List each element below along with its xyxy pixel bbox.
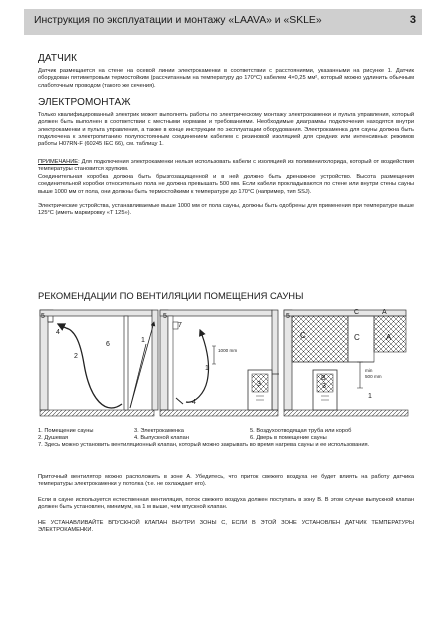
diagram3-label-3: 3: [322, 383, 326, 390]
diagram1-label-2: 2: [74, 353, 78, 360]
diagram1-floor: [40, 410, 154, 416]
diagram2-label-7: 7: [178, 322, 182, 329]
page-header: [24, 9, 422, 35]
installation-heading: ЭЛЕКТРОМОНТАЖ: [38, 97, 131, 108]
diagram1-label-6: 6: [106, 341, 110, 348]
diagram-3: [284, 309, 408, 416]
diagram3-zone-c-label: C: [354, 333, 360, 342]
diagram1-ceiling: [40, 310, 152, 316]
diagram1-label-1: 1: [141, 337, 145, 344]
legend-item-1: 1. Помещение сауны: [38, 428, 94, 434]
diagram2-label-4: 4: [192, 399, 196, 406]
diagram2-dimension-1000: 1000 mm: [218, 348, 238, 353]
diagram1-partition: [124, 316, 128, 410]
diagram1-exhaust-arrow: [58, 324, 66, 328]
diagram3-zone-b-label: B: [321, 375, 326, 382]
legend-item-6: 6. Дверь в помещение сауны: [250, 435, 327, 442]
diagram3-label-1: 1: [368, 393, 372, 400]
page-number: 3: [409, 14, 416, 26]
diagram1-label-5: 5: [41, 313, 45, 320]
diagram-2: [160, 310, 279, 416]
sensor-heading: ДАТЧИК: [38, 53, 78, 64]
legend-item-2: 2. Душевая: [38, 435, 69, 442]
diagram3-left-wall: [284, 310, 292, 410]
diagram3-ceiling: [284, 310, 406, 316]
diagram2-right-wall: [272, 310, 278, 410]
diagram3-zone-a-label: A: [386, 333, 392, 342]
diagram2-floor: [160, 410, 278, 416]
ventilation-heading: РЕКОМЕНДАЦИИ ПО ВЕНТИЛЯЦИИ ПОМЕЩЕНИЯ САУНЫ: [38, 290, 304, 301]
ventilation-supply-fan-text: Приточный вентилятор можно расположить в зоне А. Убедитесь, что приток свежего воздуха не будет влиять на работу датчика температуры электрокаменки у потолка (т.е. не охлаждает его).: [38, 474, 414, 488]
ventilation-diagram: [36, 304, 412, 422]
installation-note: [38, 159, 414, 174]
legend-item-3: 3. Электрокаменка: [134, 428, 184, 434]
diagram2-duct: [168, 316, 173, 410]
diagram1-airflow-line: [66, 328, 122, 408]
diagram2-left-wall: [160, 310, 168, 410]
legend-item-7: 7. Здесь можно установить вентиляционный клапан, который можно закрывать во время нагрева сауны и ее использования.: [38, 442, 370, 449]
diagram3-zone-c-left-label: C: [300, 331, 306, 340]
note-text: : Для подключения электрокаменки нельзя использовать кабели с изоляцией из поливинилхлорида, который от воздействия температуры становится хрупким.: [38, 159, 414, 173]
diagram3-label-5: 5: [286, 313, 290, 320]
ventilation-natural-text: Если в сауне используется естественная вентиляция, поток свежего воздуха должен поступать в зону В. В этом случае выпускной клапан должен быть установлен, минимум, на 1 м выше, чем впускной клапан.: [38, 497, 414, 511]
page-header-title: Инструкция по эксплуатации и монтажу «LAAVA» и «SKLE»: [34, 15, 322, 26]
ventilation-warning-text: НЕ УСТАНАВЛИВАЙТЕ ВПУСКНОЙ КЛАПАН ВНУТРИ ЗОНЫ С, ЕСЛИ В ЭТОЙ ЗОНЕ УСТАНОВЛЕН ДАТЧИК ТЕМПЕРАТУРЫ ЭЛЕКТРОКАМЕНКИ.: [38, 520, 414, 534]
diagram3-dimension-min: min: [365, 368, 373, 373]
diagram2-label-3: 3: [257, 381, 261, 388]
diagram3-zone-c: [348, 316, 374, 362]
diagram-1: [40, 310, 158, 416]
note-label: ПРИМЕЧАНИЕ: [38, 159, 79, 165]
diagram3-zone-a-top-label: A: [382, 309, 387, 316]
diagram2-ceiling: [160, 310, 272, 316]
diagram1-label-4: 4: [56, 329, 60, 336]
diagram2-label-5: 5: [163, 313, 167, 320]
diagram3-dimension-500: 500 mm: [365, 374, 382, 379]
diagram1-left-wall: [40, 310, 48, 410]
diagram2-label-1: 1: [205, 365, 209, 372]
legend-item-5: 5. Воздухоотводящая труба или короб: [250, 428, 352, 434]
ventilation-legend: [38, 428, 418, 450]
installation-junction-box-text: Соединительная коробка должна быть брызгозащищенной и в ней должно быть дренажное устройство. Высота размещения соединительной коробки относительно пола не должна превышать 500 мм. Если кабели прокладываются по стене или внутри стены сауны выше 1000 мм от пола, они должны быть термостойкими к температуре до 170°С (например, тип SSJ).: [38, 174, 414, 195]
sensor-text: Датчик размещается на стене на осевой линии электрокаменки в соответствии с расстояниями, указанными на рисунке 1. Датчик оборудован пятиметровым термостойким (рассчитанным на температуру до 170°С) кабелем 4×0,25 мм², который можно удлинить обычным слаботочным проводом (такого же сечения).: [38, 68, 414, 89]
installation-devices-text: Электрические устройства, устанавливаемые выше 1000 мм от пола сауны, должны быть одобрены для применения при температуре выше 125°С (иметь маркировку «Т 125»).: [38, 203, 414, 217]
diagram3-floor: [284, 410, 408, 416]
diagram3-zone-c-top-label: C: [354, 309, 360, 316]
diagram2-exhaust-outlet: [176, 398, 183, 404]
installation-text: Только квалифицированный электрик может выполнять работы по электрическому монтажу электрокаменки и пульта управления, который должен быть выполнен в соответствии с местными нормами и требованиями. Необходимые диаграммы подключения находятся внутри электрокаменки и пульта управления, а также в конце инструкции по эксплуатации оборудования. Электрокаменка для сауны должна быть подключена к электропитанию полупостоянным соединением кабелем с резиновой изоляцией для средних или интенсивных режимов работы H07RN-F (60245 IEC 66), см. таблицу 1.: [38, 112, 414, 148]
legend-item-4: 4. Выпускной клапан: [134, 435, 189, 442]
